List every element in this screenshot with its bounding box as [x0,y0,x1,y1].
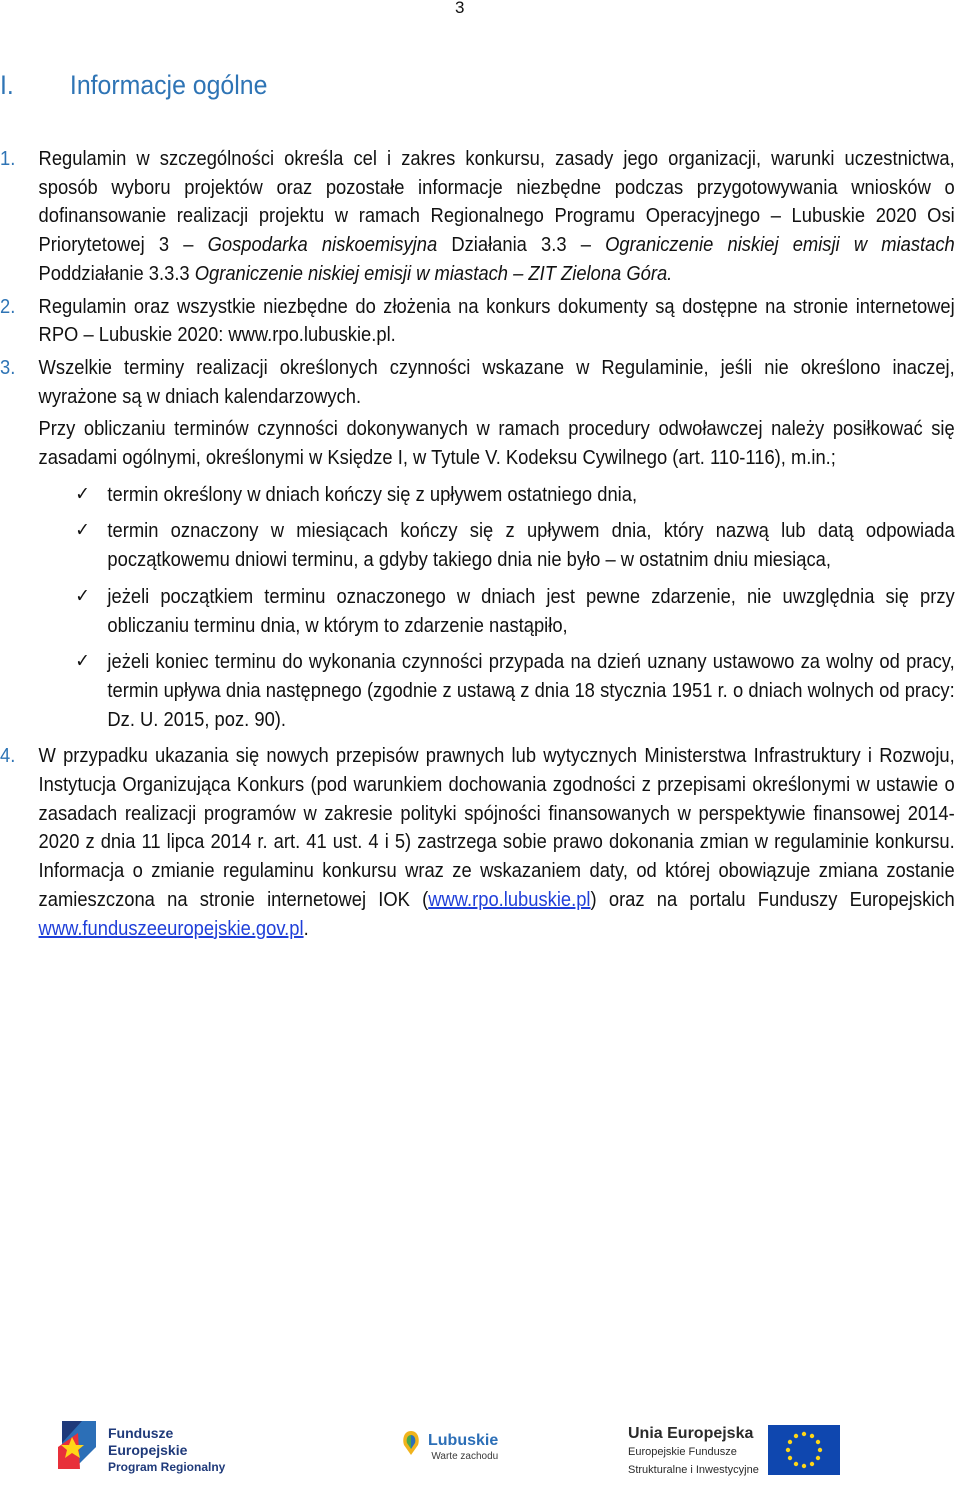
list-item-2 [0,293,955,350]
fundusze-mark-icon [58,1417,100,1473]
checkmark-icon: ✓ [75,483,90,505]
list-item: ✓ termin oznaczony w miesiącach kończy się z upływem dnia, który nazwą lub datą odpowiada początkowemu dniowi terminu, a gdyby takiego dnia nie było – w ostatnim dniu miesiąca, [39,517,955,574]
document-body [0,145,955,947]
item-4-text: W przypadku ukazania się nowych przepisów prawnych lub wytycznych Ministerstwa Infrastruktury i Rozwoju, Instytucja Organizująca Konkurs (pod warunkiem dochowania zgodności z przepisami określonymi w ustawie o zasadach realizacji programów w zakresie polityki spójności finansowanych w perspektywie finansowej 2014-2020 z dnia 11 lipca 2014 r. art. 41 ust. 4 i 5) zastrzega sobie prawo dokonania zmian w regulaminie konkursu. Informacja o zmianie regulaminu konkursu wraz ze wskazaniem daty, od której obowiązuje zmiana zostanie zamieszczona na stronie internetowej IOK (www.rpo.lubuskie.pl) oraz na portalu Funduszy Europejskich www.funduszeeuropejskie.gov.pl. [38,745,955,940]
fundusze-europejskie-logo: Fundusze Europejskie Program Regionalny [58,1417,238,1477]
list-item-4 [0,742,955,943]
list-item-1 [0,145,955,289]
item-3-text: Wszelkie terminy realizacji określonych czynności wskazane w Regulaminie, jeśli nie określono inaczej, wyrażone są w dniach kalendarzowych. [38,356,955,408]
calculation-paragraph: Przy obliczaniu terminów czynności dokonywanych w ramach procedury odwoławczej należy posiłkować się zasadami ogólnymi, określonymi w Księdze I, w Tytule V. Kodeksu Cywilnego (art. 110-116), m.in.; [38,418,955,470]
unia-europejska-logo: Unia Europejska Europejskie Fundusze Strukturalne i Inwestycyjne [628,1425,868,1485]
check-list [0,481,955,735]
list-item-3 [0,354,955,411]
section-heading [0,70,267,101]
checkmark-icon: ✓ [75,585,90,607]
list-item: ✓ jeżeli początkiem terminu oznaczonego w dniach jest pewne zdarzenie, nie uwzględnia się przy obliczaniu terminu dnia, w którym to zdarzenie nastąpiło, [39,583,955,640]
item-number: 3. [0,356,16,379]
item-number: 4. [0,745,16,768]
footer-logos [0,1405,960,1485]
checkmark-icon: ✓ [75,520,90,542]
section-number: I. [0,70,14,100]
section-title: Informacje ogólne [69,70,268,100]
rpo-lubuskie-link[interactable]: www.rpo.lubuskie.pl [428,888,591,911]
checkmark-icon: ✓ [75,651,90,673]
lubuskie-logo: Lubuskie Warte zachodu [400,1425,520,1475]
list-item: ✓ jeżeli koniec terminu do wykonania czynności przypada na dzień uznany ustawowo za wolny od pracy, termin upływa dnia następnego (zgodnie z ustawą z dnia 18 stycznia 1951 r. o dniach wolnych od pracy: Dz. U. 2015, poz. 90). [39,648,955,734]
item-number: 1. [0,148,16,170]
item-2-text: Regulamin oraz wszystkie niezbędne do złożenia na konkurs dokumenty są dostępne na stronie internetowej RPO – Lubuskie 2020: www.rpo.lubuskie.pl. [38,295,955,347]
list-item: ✓ termin określony w dniach kończy się z upływem ostatniego dnia, [39,481,955,510]
fundusze-europejskie-link[interactable]: www.funduszeeuropejskie.gov.pl [38,917,304,940]
item-1-text: Regulamin w szczególności określa cel i zakres konkursu, zasady jego organizacji, warunki uczestnictwa, sposób wyboru projektów oraz pozostałe informacje niezbędne podczas przygotowywania wniosków o dofinansowanie realizacji projektu w ramach Regionalnego Programu Operacyjnego – Lubuskie 2020 Osi Priorytetowej 3 – Gospodarka niskoemisyjna Działania 3.3 – Ograniczenie niskiej emisji w miastach Poddziałanie 3.3.3 Ograniczenie niskiej emisji w miastach – ZIT Zielona Góra. [38,148,955,285]
eu-flag-icon [768,1425,840,1475]
item-number: 2. [0,295,16,318]
page-number: 3 [455,0,465,17]
lubuskie-mark-icon [400,1429,422,1457]
